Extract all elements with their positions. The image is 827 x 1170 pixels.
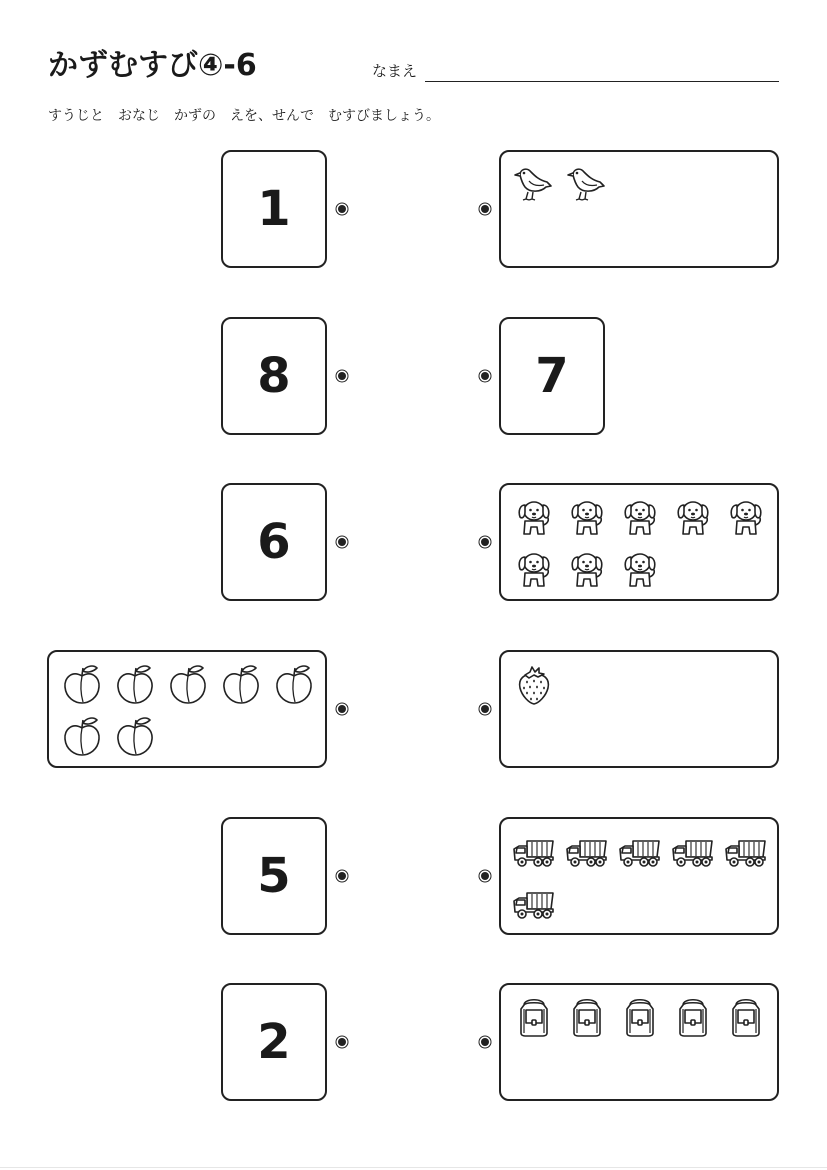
backpack-icon xyxy=(512,993,556,1037)
right-connect-dot-5[interactable] xyxy=(481,872,489,880)
left-number-card-6 xyxy=(221,983,327,1101)
dog-icon xyxy=(565,495,609,539)
left-number-card-1 xyxy=(221,150,327,268)
worksheet-title: かずむすび④-6 xyxy=(48,48,257,83)
number-label: 6 xyxy=(257,514,291,570)
right-picture-card-strawberry xyxy=(499,650,779,768)
left-number-card-5 xyxy=(221,817,327,935)
bird-icon xyxy=(511,160,555,204)
dog-icon xyxy=(565,547,609,591)
peach-icon xyxy=(219,662,263,706)
dog-icon xyxy=(618,495,662,539)
right-picture-card-trucks xyxy=(499,817,779,935)
truck-icon xyxy=(511,881,555,925)
truck-icon xyxy=(670,829,714,873)
right-connect-dot-1[interactable] xyxy=(481,205,489,213)
bird-icon xyxy=(564,160,608,204)
right-number-card-2 xyxy=(499,317,605,435)
dog-icon xyxy=(512,547,556,591)
peach-icon xyxy=(60,714,104,758)
number-label: 7 xyxy=(535,348,569,404)
backpack-icon xyxy=(724,993,768,1037)
peach-icon xyxy=(272,662,316,706)
right-picture-card-backpacks xyxy=(499,983,779,1101)
number-label: 2 xyxy=(257,1014,291,1070)
backpack-icon xyxy=(565,993,609,1037)
name-field-line[interactable] xyxy=(425,81,779,82)
number-label: 1 xyxy=(257,181,291,237)
left-number-card-3 xyxy=(221,483,327,601)
right-connect-dot-4[interactable] xyxy=(481,705,489,713)
instruction-text: すうじと おなじ かずの えを、せんで むすびましょう。 xyxy=(48,108,440,124)
backpack-icon xyxy=(671,993,715,1037)
left-connect-dot-5[interactable] xyxy=(338,872,346,880)
truck-icon xyxy=(511,829,555,873)
peach-icon xyxy=(113,714,157,758)
page-edge xyxy=(0,1167,827,1168)
truck-icon xyxy=(617,829,661,873)
right-picture-card-birds xyxy=(499,150,779,268)
peach-icon xyxy=(113,662,157,706)
left-connect-dot-6[interactable] xyxy=(338,1038,346,1046)
left-picture-card-peaches xyxy=(47,650,327,768)
left-connect-dot-4[interactable] xyxy=(338,705,346,713)
truck-icon xyxy=(564,829,608,873)
dog-icon xyxy=(618,547,662,591)
dog-icon xyxy=(512,495,556,539)
number-label: 8 xyxy=(257,348,291,404)
left-connect-dot-1[interactable] xyxy=(338,205,346,213)
right-picture-card-dogs xyxy=(499,483,779,601)
dog-icon xyxy=(671,495,715,539)
left-number-card-2 xyxy=(221,317,327,435)
left-connect-dot-3[interactable] xyxy=(338,538,346,546)
number-label: 5 xyxy=(257,848,291,904)
right-connect-dot-3[interactable] xyxy=(481,538,489,546)
peach-icon xyxy=(166,662,210,706)
backpack-icon xyxy=(618,993,662,1037)
peach-icon xyxy=(60,662,104,706)
name-label: なまえ xyxy=(372,62,418,80)
right-connect-dot-2[interactable] xyxy=(481,372,489,380)
truck-icon xyxy=(723,829,767,873)
right-connect-dot-6[interactable] xyxy=(481,1038,489,1046)
dog-icon xyxy=(724,495,768,539)
left-connect-dot-2[interactable] xyxy=(338,372,346,380)
strawberry-icon xyxy=(512,662,556,706)
